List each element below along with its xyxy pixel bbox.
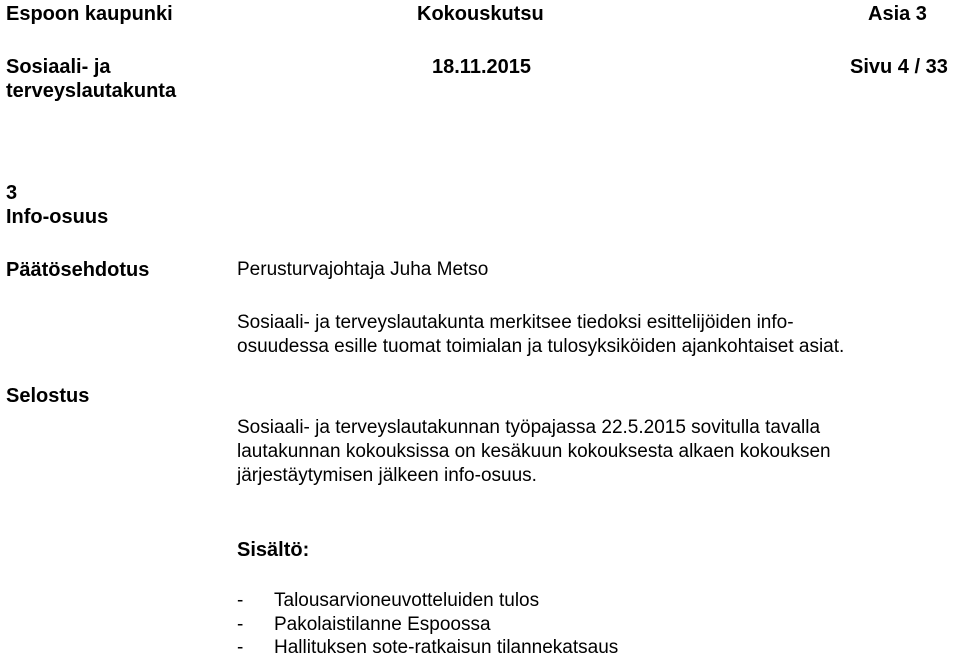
list-dash: - bbox=[237, 614, 244, 635]
description-line1: Sosiaali- ja terveyslautakunnan työpajassa 22.5.2015 sovitulla tavalla bbox=[237, 417, 821, 438]
committee-name-line1: Sosiaali- ja bbox=[6, 56, 111, 78]
description-line3: järjestäytymisen jälkeen info-osuus. bbox=[237, 465, 537, 486]
list-dash: - bbox=[237, 590, 244, 611]
list-item: Pakolaistilanne Espoossa bbox=[274, 614, 491, 635]
proposal-text-line1: Sosiaali- ja terveyslautakunta merkitsee tiedoksi esittelijöiden info- bbox=[237, 312, 794, 333]
document-type: Kokouskutsu bbox=[417, 3, 544, 25]
meeting-date: 18.11.2015 bbox=[432, 56, 531, 78]
proposal-text-line2: osuudessa esille tuomat toimialan ja tulosyksiköiden ajankohtaiset asiat. bbox=[237, 336, 845, 357]
description-label: Selostus bbox=[6, 385, 90, 407]
contents-heading: Sisältö: bbox=[237, 539, 310, 561]
item-number: Asia 3 bbox=[868, 3, 927, 25]
item-index: 3 bbox=[6, 182, 18, 204]
proposal-label: Päätösehdotus bbox=[6, 259, 150, 281]
committee-name-line2: terveyslautakunta bbox=[6, 80, 177, 102]
description-line2: lautakunnan kokouksissa on kesäkuun kokouksesta alkaen kokouksen bbox=[237, 441, 831, 462]
page-number: Sivu 4 / 33 bbox=[850, 56, 948, 78]
item-title: Info-osuus bbox=[6, 206, 109, 228]
list-item: Talousarvioneuvotteluiden tulos bbox=[274, 590, 540, 611]
organization-name: Espoon kaupunki bbox=[6, 3, 173, 25]
list-dash: - bbox=[237, 637, 244, 658]
proposal-presenter: Perusturvajohtaja Juha Metso bbox=[237, 259, 489, 280]
list-item: Hallituksen sote-ratkaisun tilannekatsaus bbox=[274, 637, 619, 658]
